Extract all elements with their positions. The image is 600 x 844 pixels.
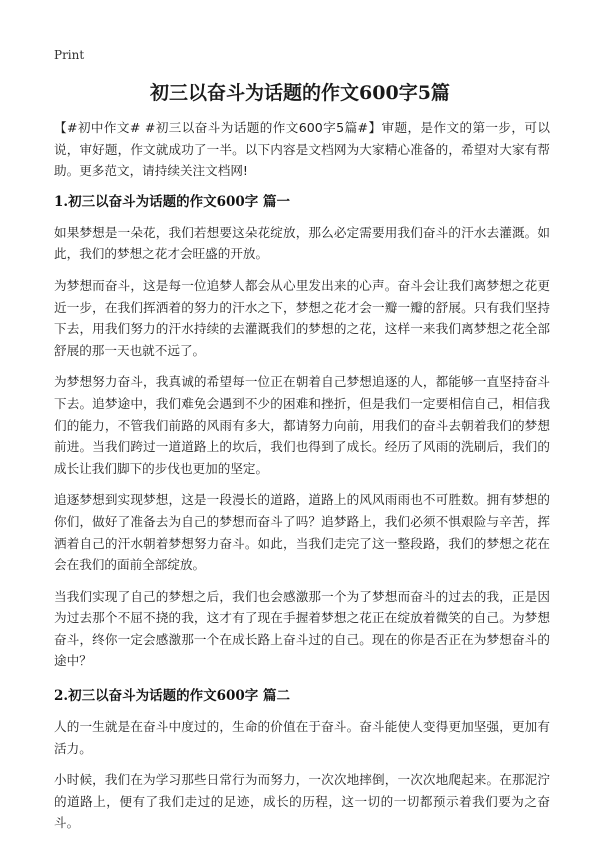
page-title: 初三以奋斗为话题的作文600字5篇 (150, 82, 450, 104)
print-link[interactable]: Print (54, 48, 85, 62)
article-body (54, 117, 550, 844)
paragraph: 为梦想而奋斗，这是每一位追梦人都会从心里发出来的心声。奋斗会让我们离梦想之花更近一步，在我们挥洒着的努力的汗水之下，梦想之花才会一瓣一瓣的舒展。只有我们坚持下去，用我们努力的汗水持续的去灌溉我们的梦想的之花，这样一来我们离梦想之花全部舒展的那一天也就不远了。 (54, 277, 550, 358)
section-heading-2: 2.初三以奋斗为话题的作文600字 篇二 (54, 688, 290, 705)
paragraph: 追逐梦想到实现梦想，这是一段漫长的道路，道路上的风风雨雨也不可胜数。拥有梦想的你们，做好了准备去为自己的梦想而奋斗了吗？追梦路上，我们必须不惧艰险与辛苦，挥洒着自己的汗水朝着梦想努力奋斗。如此，当我们走完了这一整段路，我们的梦想之花在会在我们的面前全部绽放。 (54, 492, 550, 573)
paragraph: 如果梦想是一朵花，我们若想要这朵花绽放，那么必定需要用我们奋斗的汗水去灌溉。如此，我们的梦想之花才会旺盛的开放。 (54, 224, 550, 262)
paragraph: 当我们实现了自己的梦想之后，我们也会感激那一个为了梦想而奋斗的过去的我，正是因为过去那个不屈不挠的我，这才有了现在手握着梦想之花正在绽放着微笑的自己。为梦想奋斗，终你一定会感激那一个在成长路上奋斗过的自己。现在的你是否正在为梦想奋斗的途中？ (54, 588, 550, 669)
section-heading-1: 1.初三以奋斗为话题的作文600字 篇一 (54, 193, 290, 210)
paragraph: 为梦想努力奋斗，我真诚的希望每一位正在朝着自己梦想追逐的人，都能够一直坚持奋斗下去。追梦途中，我们难免会遇到不少的困难和挫折，但是我们一定要相信自己，相信我们的能力，不管我们前路的风雨有多大，都请努力向前，用我们的奋斗去朝着我们的梦想前进。当我们跨过一道道路上的坎后，我们也得到了成长。经历了风雨的洗刷后，我们的成长让我们脚下的步伐也更加的坚定。 (54, 374, 550, 476)
intro-paragraph: 【#初中作文# #初三以奋斗为话题的作文600字5篇#】审题，是作文的第一步，可以说，审好题，作文就成功了一半。以下内容是文档网为大家精心准备的，希望对大家有帮助。更多范文，请持续关注文档网! (54, 120, 550, 179)
paragraph: 人的一生就是在奋斗中度过的，生命的价值在于奋斗。奋斗能使人变得更加坚强，更加有活力。 (54, 719, 550, 756)
paragraph: 小时候，我们在为学习那些日常行为而努力，一次次地摔倒，一次次地爬起来。在那泥泞的道路上，便有了我们走过的足迹，成长的历程，这一切的一切都预示着我们要为之奋斗。 (54, 772, 550, 831)
